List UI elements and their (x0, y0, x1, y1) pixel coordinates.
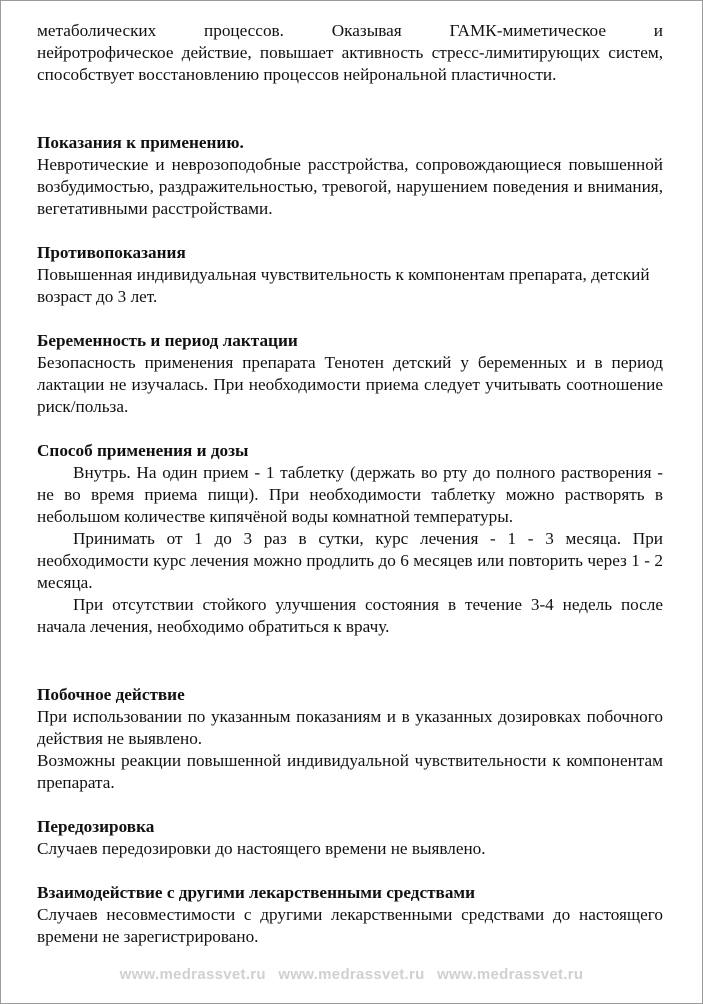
pregnancy-text: Безопасность применения препарата Тенотен детский у беременных и в период лактации не изучалась. При необходимости приема следует учитывать соотношение риск/польза. (37, 353, 663, 416)
side-effects-heading: Побочное действие (37, 685, 185, 704)
dosage-paragraph-3: При отсутствии стойкого улучшения состояния в течение 3-4 недель после начала лечения, необходимо обратиться к врачу. (37, 595, 663, 636)
overdose-text: Случаев передозировки до настоящего времени не выявлено. (37, 839, 486, 858)
dosage-paragraph-1: Внутрь. На один прием - 1 таблетку (держать во рту до полного растворения - не во время приема пищи). При необходимости таблетку можно растворять в небольшом количестве кипячёной воды комнатной температуры. (37, 463, 663, 526)
overdose-heading: Передозировка (37, 817, 155, 836)
intro-paragraph: нейротрофическое действие, повышает активность стресс-лимитирующих систем, способствует восстановлению процессов нейрональной пластичности. (37, 43, 663, 84)
intro-section (37, 20, 663, 86)
dosage-heading: Способ применения и дозы (37, 441, 249, 460)
watermark-footer: www.medrassvet.ru www.medrassvet.ru www.medrassvet.ru (119, 966, 584, 983)
side-effects-section (37, 684, 663, 794)
contraindications-heading: Противопоказания (37, 243, 186, 262)
side-effects-paragraph-2: Возможны реакции повышенной индивидуальной чувствительности к компонентам препарата. (37, 751, 663, 792)
side-effects-paragraph-1: При использовании по указанным показаниям и в указанных дозировках побочного действия не выявлено. (37, 707, 663, 748)
dosage-section (37, 440, 663, 638)
indications-text: Невротические и неврозоподобные расстройства, сопровождающиеся повышенной возбудимостью, раздражительностью, тревогой, нарушением поведения и внимания, вегетативными расстройствами. (37, 155, 663, 218)
indications-section (37, 132, 663, 220)
interactions-text: Случаев несовместимости с другими лекарственными средствами до настоящего времени не зарегистрировано. (37, 905, 663, 946)
dosage-paragraph-2: Принимать от 1 до 3 раз в сутки, курс лечения - 1 - 3 месяца. При необходимости курс лечения можно продлить до 6 месяцев или повторить через 1 - 2 месяца. (37, 529, 663, 592)
interactions-section (37, 882, 663, 948)
indications-heading: Показания к применению. (37, 133, 244, 152)
pregnancy-heading: Беременность и период лактации (37, 331, 298, 350)
contraindications-section (37, 242, 663, 308)
intro-line-1: метаболических процессов. Оказывая ГАМК-миметическое и (37, 21, 663, 40)
pregnancy-section (37, 330, 663, 418)
overdose-section (37, 816, 663, 860)
interactions-heading: Взаимодействие с другими лекарственными средствами (37, 883, 476, 902)
contraindications-text: Повышенная индивидуальная чувствительность к компонентам препарата, детский возраст до 3 лет. (37, 265, 650, 306)
